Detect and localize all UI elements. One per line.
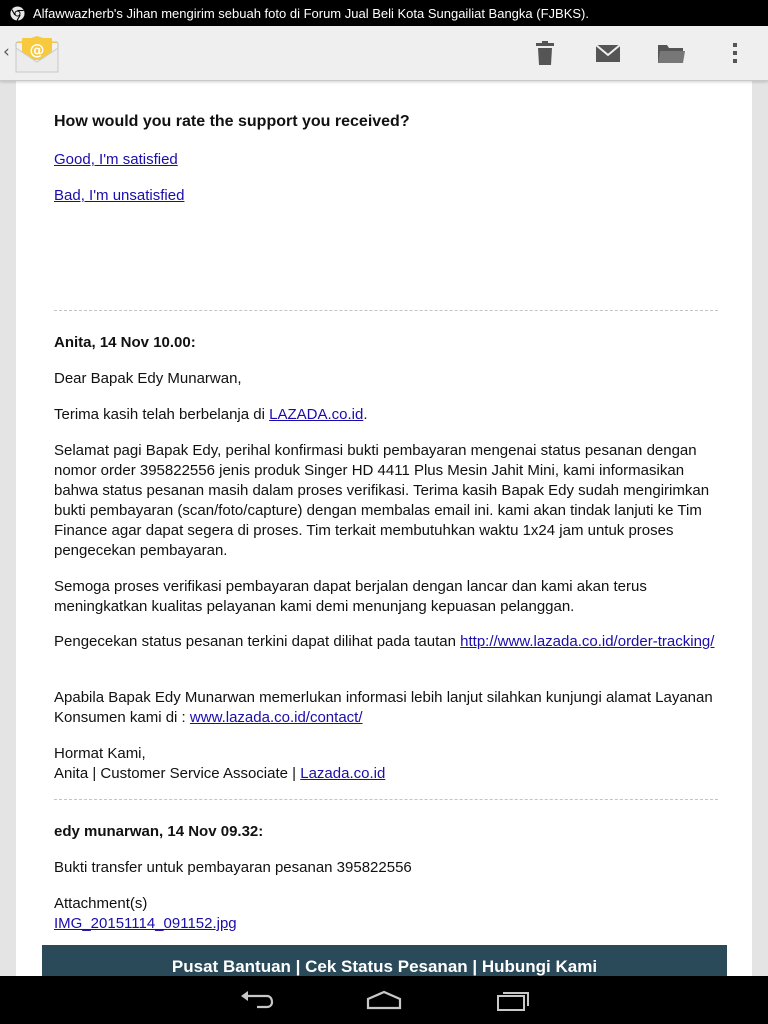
mail-icon[interactable] bbox=[593, 40, 623, 66]
transfer-text: Bukti transfer untuk pembayaran pesanan 395822556 bbox=[54, 859, 412, 876]
rating-question: How would you rate the support you received? bbox=[54, 113, 410, 130]
greeting-text: Dear Bapak Edy Munarwan, bbox=[54, 370, 242, 387]
order-tracking-link[interactable]: http://www.lazada.co.id/order-tracking/ bbox=[460, 633, 715, 650]
contact-paragraph: Apabila Bapak Edy Munarwan memerlukan informasi lebih lanjut silahkan kunjungi alamat Layanan Konsumen kami di : www.lazada.co.id/contact/ bbox=[54, 689, 713, 726]
message-header: Anita, 14 Nov 10.00: bbox=[54, 334, 196, 351]
back-icon[interactable] bbox=[237, 988, 275, 1012]
signature-text: Anita | Customer Service Associate | Lazada.co.id bbox=[54, 765, 386, 782]
verification-paragraph: Semoga proses verifikasi pembayaran dapat berjalan dengan lancar dan kami akan terus meningkatkan kualitas pelayanan kami demi menunjang kepuasan pelanggan. bbox=[54, 578, 647, 615]
attachments-label: Attachment(s) bbox=[54, 895, 148, 912]
tracking-paragraph: Pengecekan status pesanan terkini dapat dilihat pada tautan http://www.lazada.co.id/order-tracking/ bbox=[54, 633, 715, 650]
message-divider bbox=[54, 310, 718, 311]
delete-icon[interactable] bbox=[530, 40, 560, 66]
home-icon[interactable] bbox=[365, 988, 403, 1012]
message-header: edy munarwan, 14 Nov 09.32: bbox=[54, 823, 264, 840]
chrome-icon bbox=[10, 6, 25, 21]
navigation-bar bbox=[0, 976, 768, 1024]
message-divider bbox=[54, 799, 718, 800]
svg-text:@: @ bbox=[29, 41, 45, 59]
closing-text: Hormat Kami, bbox=[54, 745, 146, 762]
overflow-menu-icon[interactable] bbox=[724, 40, 746, 66]
thanks-text: Terima kasih telah berbelanja di LAZADA.co.id. bbox=[54, 406, 368, 423]
contact-link[interactable]: www.lazada.co.id/contact/ bbox=[189, 709, 363, 726]
lazada-link[interactable]: LAZADA.co.id bbox=[269, 406, 364, 423]
app-mail-icon[interactable] bbox=[14, 34, 60, 74]
email-body bbox=[16, 80, 752, 976]
folder-icon[interactable] bbox=[656, 40, 686, 66]
rating-bad-link[interactable]: Bad, I'm unsatisfied bbox=[54, 187, 185, 204]
recents-icon[interactable] bbox=[494, 988, 532, 1012]
back-chevron-icon[interactable]: ‹ bbox=[3, 42, 10, 62]
notification-text: Alfawwazherb's Jihan mengirim sebuah foto di Forum Jual Beli Kota Sungailiat Bangka (FJBKS). bbox=[33, 5, 589, 21]
confirmation-paragraph: Selamat pagi Bapak Edy, perihal konfirmasi bukti pembayaran mengenai status pesanan dengan nomor order 395822556 jenis produk Singer HD 4411 Plus Mesin Jahit Mini, kami informasikan bahwa status pesanan masih dalam proses verifikasi. Terima kasih Bapak Edy sudah mengirimkan bukti pembayaran (scan/foto/capture) dengan membalas email ini. kami akan tindak lanjuti ke Tim Finance agar dapat segera di proses. Tim terkait membutuhkan waktu 1x24 jam untuk proses pengecekan pembayaran. bbox=[54, 442, 710, 559]
status-bar bbox=[0, 0, 768, 26]
footer-links-bar[interactable]: Pusat Bantuan | Cek Status Pesanan | Hubungi Kami bbox=[42, 945, 727, 976]
action-bar bbox=[0, 26, 768, 81]
rating-good-link[interactable]: Good, I'm satisfied bbox=[54, 151, 178, 168]
signature-link[interactable]: Lazada.co.id bbox=[300, 765, 386, 782]
attachment-link[interactable]: IMG_20151114_091152.jpg bbox=[54, 915, 237, 932]
